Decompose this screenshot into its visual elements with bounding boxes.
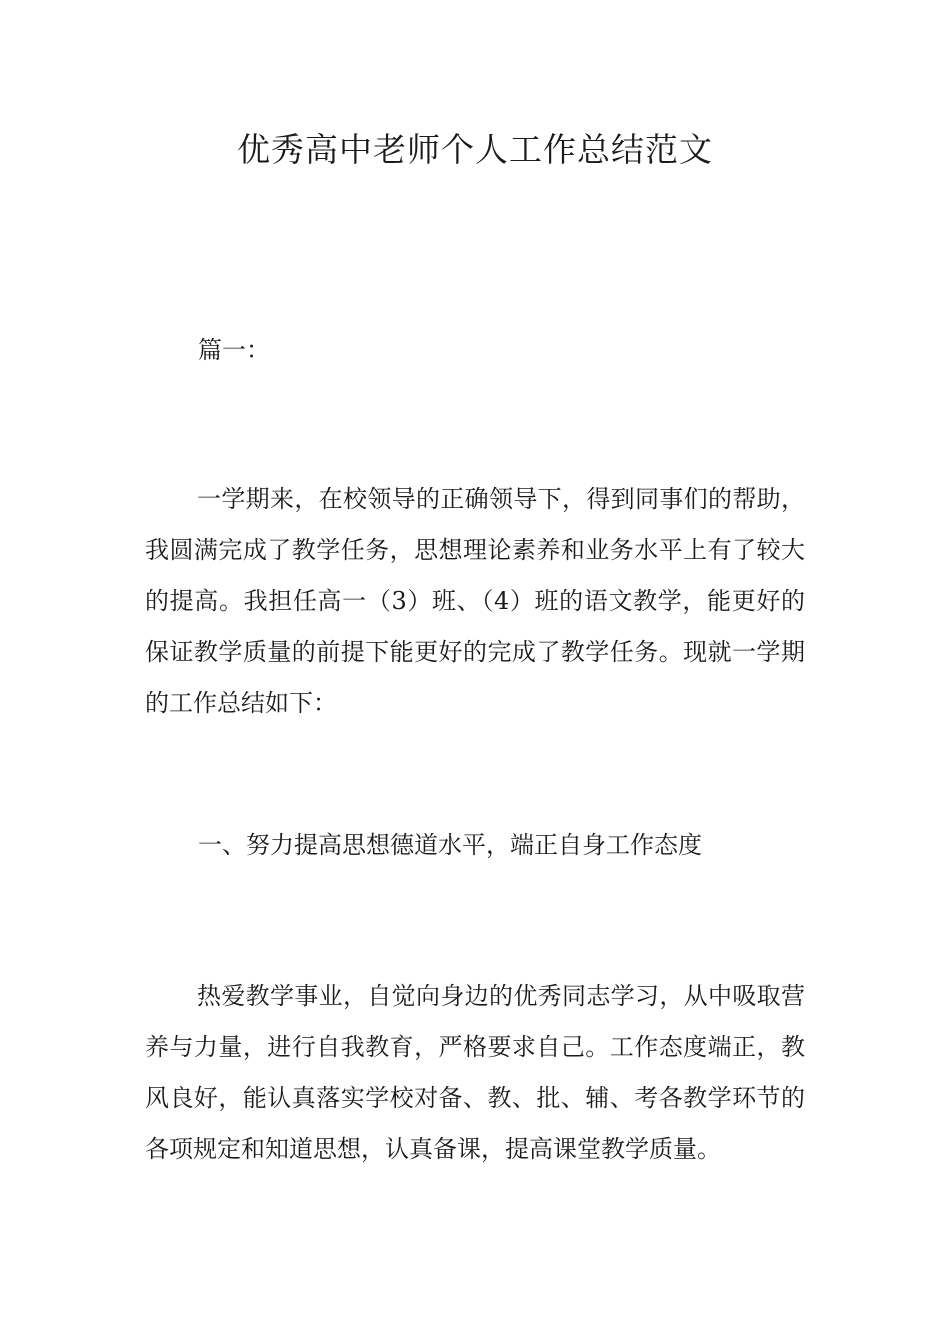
section-paragraph: 热爱教学事业，自觉向身边的优秀同志学习，从中吸取营养与力量，进行自我教育，严格要求自己。工作态度端正，教风良好，能认真落实学校对备、教、批、辅、考各教学环节的各项规定和知道思想，认真备课，提高课堂教学质量。 — [145, 982, 805, 1163]
part-label: 篇一： — [198, 336, 270, 364]
section-heading: 一、努力提高思想德道水平，端正自身工作态度 — [198, 831, 702, 859]
document-title: 优秀高中老师个人工作总结范文 — [237, 130, 713, 169]
intro-paragraph: 一学期来，在校领导的正确领导下，得到同事们的帮助，我圆满完成了教学任务，思想理论素养和业务水平上有了较大的提高。我担任高一（3）班、（4）班的语文教学，能更好的保证教学质量的前提下能更好的完成了教学任务。现就一学期的工作总结如下： — [145, 485, 805, 717]
